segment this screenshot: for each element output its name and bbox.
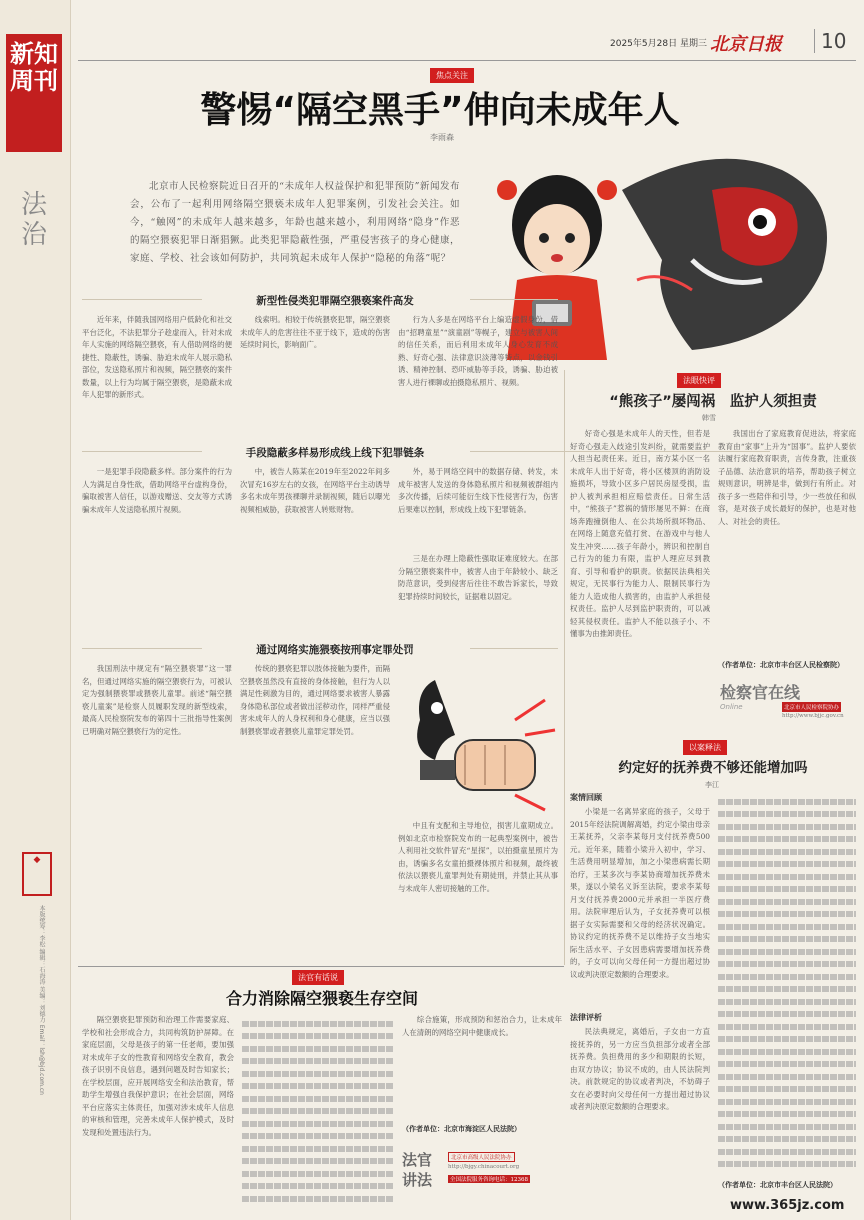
paper-name: 北京日报 <box>710 34 782 55</box>
side-small-info: 本版统筹：李松 编辑：石海涛 美编：刘德力 Email：lsh@bjd.com.cn <box>38 905 45 1095</box>
rule-sub1-left <box>82 299 202 300</box>
right1-body: 好奇心强是未成年人的天性，但若是好奇心强走入歧途引发纠纷，就需要监护人担当起责任来。近日，南方某小区一名未成年人出于好奇，将小区楼顶的消防设施损坏，导致小区多户居民房屋受损，监护人被判承担相应赔偿责任。日常生活中，“熊孩子”惹祸的情形屡见不鲜：在商场奔跑撞倒他人、在公共场所损坏物品、在网络上随意充值打赏、在游戏中与他人发生冲突……孩子年龄小，辨识和控制自己行为的能力有限，监护人理应尽到教育、引导和看护的职责。依据民法典相关规定，无民事行为能力人、限制民事行为能力人造成他人损害的，由监护人承担侵权责任。监护人尽到监护职责的，可以减轻其侵权责任。监护人不能以孩子小、不懂事为由推卸责任。 <box>570 429 710 638</box>
bottom-tag: 法官有话说 <box>292 970 344 985</box>
p2-col2: 中，被告人陈某在2019年至2022年间多次冒充16岁左右的女孩，在网络平台主动诱导多名未成年男孩裸聊并录制视频，随后以曝光视频相威胁，获取被害人转账财物。 <box>240 467 390 514</box>
bottom-author-note: （作者单位：北京市海淀区人民法院） <box>402 1124 521 1133</box>
p3-col1: 我国刑法中规定有“隔空猥亵罪”这一罪名，但通过网络实施的隔空猥亵行为，可被认定为强制猥亵罪或猥亵儿童罪。前述“隔空猥亵儿童案”是检察人员履职发现的新型线索，最高人民检察院发布的第四十三批指导性案例已明确对隔空猥亵行为的定性。 <box>82 664 232 736</box>
header-rule <box>78 60 856 61</box>
section-name: 法治 <box>20 190 47 250</box>
logo-procurator-online <box>720 680 856 738</box>
p1-col1: 近年来，伴随我国网络用户低龄化和社交平台泛化，不法犯罪分子趁虚而入，针对未成年人实施的网络隔空猥亵，有人借助网络的便捷性、隐蔽性，诱骗、胁迫未成年人展示隐私部位，发送隐私照片和视频，隔空猥亵的案件数量，以上行为均属于隔空猥亵，是隐蔽未成年人犯罪的新形式。 <box>82 315 232 399</box>
rule-sub3-left <box>82 648 202 649</box>
judge-box-title: 法官讲法 <box>402 1151 433 1189</box>
logo-cn: 检察官在线 <box>720 683 801 702</box>
right1-author: 韩雪 <box>702 414 716 422</box>
logo-site: 北京市人民检察院协办 <box>782 702 841 712</box>
p3-col3: 中且有支配和主导地位，损害儿童期成立。例如北京市检察院发布的一起典型案例中，被告人利用社交软件冒充“星探”，以拍摄童星照片为由，诱骗多名女童拍摄裸体照片和视频，最终被依法以猥亵儿童罪判处有期徒刑，并禁止其从事与未成年人密切接触的工作。 <box>398 821 558 893</box>
judge-box <box>402 1150 562 1194</box>
side-seal <box>22 852 52 896</box>
page-number: 10 <box>814 29 846 53</box>
p3-col2: 传统的猥亵犯罪以肢体接触为要件，而隔空猥亵虽然没有直接的身体接触，但行为人以满足性刺激为目的，通过网络要求被害人暴露身体隐私部位或者做出淫秽动作，同样严重侵害未成年人的人身权利和身心健康，应当以强制猥亵罪或者猥亵儿童罪定罪处罚。 <box>240 664 390 736</box>
logo-url: http://www.bjjc.gov.cn <box>782 713 844 719</box>
main-tag: 焦点关注 <box>430 68 474 83</box>
p2-col1: 一是犯罪手段隐蔽多样。部分案件的行为人为满足自身性欲，借助网络平台虚构身份，骗取被害人信任，以游戏赠送、交友等方式诱骗未成年人发送隐私照片视频。 <box>82 467 232 514</box>
sub-heading-3: 通过网络实施猥亵按刑事定罪处罚 <box>256 644 414 656</box>
logo-en: Online <box>720 703 743 711</box>
rule-sub2-left <box>82 451 202 452</box>
right2-h2: 法律评析 <box>570 1012 602 1022</box>
right2-body: 小梁是一名离异家庭的孩子，父母于2015年经法院调解离婚，约定小梁由母亲王某抚养，父亲李某每月支付抚养费500元。近年来，随着小梁升入初中，学习、生活费用明显增加，加之小梁患病需长期治疗，王某多次与李某协商增加抚养费未果，遂以小梁名义诉至法院，要求李某每月支付抚养费2000元并承担一半医疗费用。法院审理后认为，子女抚养费可以根据子女实际需要和父母的经济状况确定。协议约定的抚养费不足以维持子女当地实际生活水平、子女因患病需要增加抚养费的，子女可以向父母任何一方提出超过协议或判决原定数额的合理要求。 <box>570 807 710 979</box>
bottom-body2: 综合施策，形成预防和惩治合力，让未成年人在清朗的网络空间中健康成长。 <box>402 1015 562 1037</box>
main-author: 李雨森 <box>430 133 454 142</box>
sub-heading-1: 新型性侵类犯罪隔空猥亵案件高发 <box>256 295 414 307</box>
p2-col3b: 三是在办理上隐蔽性强取证难度较大。在部分隔空猥亵案件中，被害人由于年龄较小、缺乏防范意识，受到侵害后往往不敢告诉家长，导致犯罪持续时间较长，证据难以固定。 <box>398 554 558 601</box>
lead-paragraph: 北京市人民检察院近日召开的“未成年人权益保护和犯罪预防”新闻发布会，公布了一起利用网络隔空猥亵未成年人犯罪案例，引发社会关注。如今，“触网”的未成年人越来越多，年龄也越来越小，利用网络“隐身”作恶的隔空猥亵犯罪日渐猖獗。此类犯罪隐蔽性强，严重侵害孩子的身心健康，家庭、学校、社会该如何防护，共同筑起未成年人保护“隐秘的角落”呢？ <box>130 181 461 264</box>
judge-box-line1: 北京市高级人民法院协办 <box>448 1152 515 1162</box>
bottom-top-rule <box>78 966 564 967</box>
right1-author-note: （作者单位：北京市丰台区人民检察院） <box>718 660 844 669</box>
right2-h1: 案情回顾 <box>570 792 602 802</box>
right1-tag: 法眼快评 <box>677 373 721 388</box>
right2-title: 约定好的抚养费不够还能增加吗 <box>618 760 808 776</box>
right2-body2: 民法典规定，离婚后，子女由一方直接抚养的，另一方应当负担部分或者全部抚养费。负担费用的多少和期限的长短，由双方协议；协议不成的，由人民法院判决。前款规定的协议或者判决，不妨碍子女在必要时向父母任何一方提出超过协议或者判决原定数额的合理要求。 <box>570 1027 710 1111</box>
right2-body-col2 <box>718 792 856 1177</box>
p1-col3: 行为人多是在网络平台上编造虚假身份，借由“招聘童星”“演童剧”等幌子，建立与被害人间的信任关系，而后利用未成年人身心发育不成熟、好奇心强、法律意识淡薄等特点，以金钱引诱、精神控制、恐吓威胁等手段，诱骗、胁迫被害人进行裸聊或拍摄隐私照片、视频。 <box>398 315 558 387</box>
watermark: www.365jz.com <box>730 1198 845 1213</box>
bottom-body: 隔空猥亵犯罪预防和治理工作需要家庭、学校和社会形成合力，共同构筑防护屏障。在家庭层面，父母是孩子的第一任老师，要加强对未成年子女的性教育和网络安全教育，教会孩子识别不良信息，遇到问题及时告知家长；在学校层面，应开展网络安全和法治教育，帮助学生增强自我保护意识；在社会层面，网络平台应落实主体责任，加强对涉未成年人信息的审核和管理，完善未成年人保护模式，及时发现和处置违法行为。 <box>82 1015 234 1137</box>
p1-col2: 线索明。相较于传统猥亵犯罪，隔空猥亵未成年人的危害往往不亚于线下，造成的伤害延续时间长，影响面广。 <box>240 315 390 349</box>
sub-heading-2: 手段隐蔽多样易形成线上线下犯罪链条 <box>245 447 425 459</box>
right2-author: 李江 <box>705 781 719 789</box>
rule-sub3-right <box>470 648 558 649</box>
bottom-title: 合力消除隔空猥亵生存空间 <box>225 989 418 1008</box>
main-title: 警惕“隔空黑手”伸向未成年人 <box>200 90 680 131</box>
judge-box-line2: http://bjgy.chinacourt.org <box>448 1164 520 1170</box>
right1-title: “熊孩子”屡闯祸 监护人须担责 <box>609 394 817 410</box>
seal-glyph: ◆ <box>33 855 41 865</box>
header-date: 2025年5月28日 星期三 <box>610 39 707 49</box>
bottom-col2 <box>242 1014 394 1214</box>
right1-body2: 我国出台了家庭教育促进法，将家庭教育由“家事”上升为“国事”。监护人要依法履行家庭教育职责，言传身教，注重孩子品德、法治意识的培养，帮助孩子树立规则意识，明辨是非，做到行有所止。对孩子多一些陪伴和引导，少一些放任和纵容，是对孩子成长最好的保护，也是对他人、对社会的责任。 <box>718 429 856 526</box>
rule-sub1-right <box>470 299 558 300</box>
illustration-fist <box>395 660 560 820</box>
right2-tag: 以案释法 <box>683 740 727 755</box>
column-name: 新知周刊 <box>10 39 58 95</box>
judge-box-line3: 全国法院服务咨询电话：12368 <box>450 1177 528 1183</box>
p2-col3: 外，易于网络空间中的数据存储、转发，未成年被害人发送的身体隐私照片和视频被群组内多次传播，后续可能衍生线下性侵害行为，伤害后果难以控制，形成线上线下犯罪链条。 <box>398 467 558 514</box>
right-divider <box>564 370 565 965</box>
right2-author-note: （作者单位：北京市丰台区人民法院） <box>718 1180 837 1189</box>
